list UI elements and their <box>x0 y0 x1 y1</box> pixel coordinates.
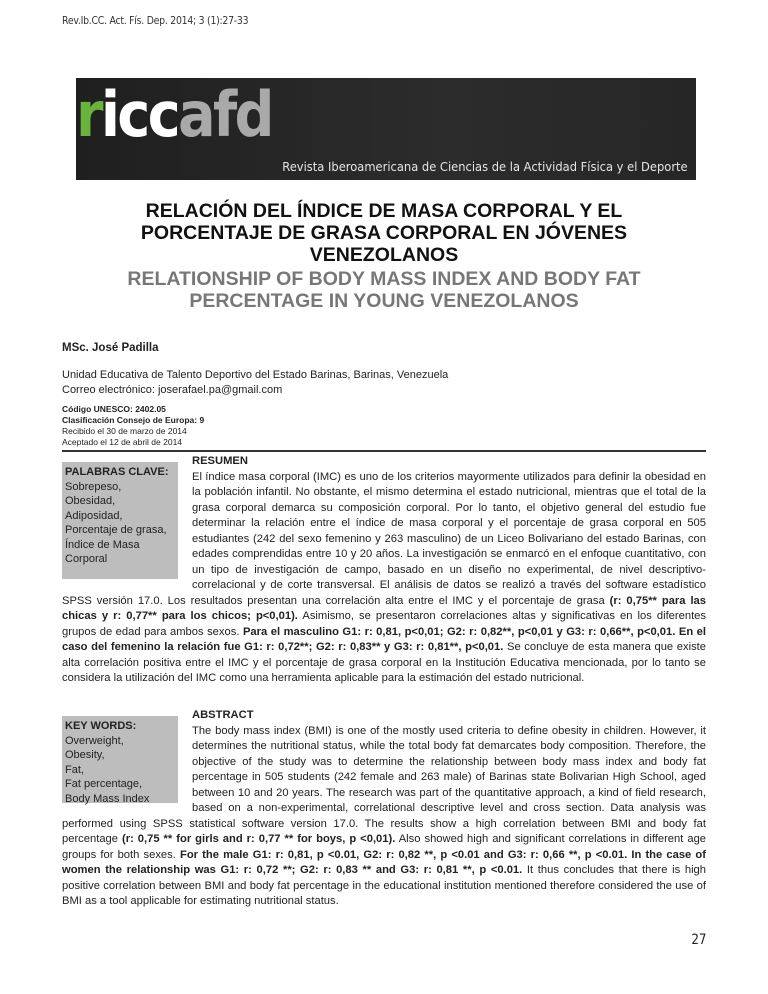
journal-banner <box>76 78 696 180</box>
email: Correo electrónico: joserafael.pa@gmail.com <box>62 384 283 396</box>
keyword: Sobrepeso, <box>65 480 122 493</box>
keyword: Adiposidad, <box>65 509 123 522</box>
keyword: Fat, <box>65 763 84 776</box>
abstract-bold: (r: 0,75 ** for girls and r: 0,77 ** for boys, p <0,01). <box>121 833 396 845</box>
affiliation <box>62 368 448 398</box>
keyword: Porcentaje de grasa, <box>65 524 167 536</box>
resumen-text: El índice masa corporal (IMC) es uno de los criterios mayormente utilizados para definir la obesidad en la población infantil. No obstante, el mismo determina el estado nutricional, mientras que el total de la grasa corporal demarca su composición corporal. Por lo tanto, el objetivo general del estudio fue determinar la relación entre el índice de masa corporal y el porcentaje de grasa corporal en 505 estudiantes (242 del sexo femenino y 263 masculino) de un Liceo Bolivariano del estado Barinas, con edades comprendidas entre 10 y 20 años. La investigación se enmarcó en el enfoque cuantitativo, con un tipo de investigación de campo, basado en un diseño no experimental, de nivel descriptivo-correlacional y de corte transversal. El análisis de datos se realizó a través del software estadístico SPSS versión 17.0. Los resultados presentan una correlación alta entre el IMC y el porcentaje de grasa <box>62 470 706 607</box>
keyword: Obesity, <box>65 749 105 761</box>
resumen-text: Se concluye de esta manera que existe alta correlación positiva entre el IMC y el porcentaje de grasa corporal en la Institución Educativa mencionada, por lo tanto se considera la utilización del IMC como una herramienta aplicable para la estimación del estado nutricional. <box>62 641 706 684</box>
abstract-text: It thus concludes that there is high positive correlation between BMI and body fat percentage in the educational institution mentioned therefore considered the use of BMI as a tool applicable for estimating nutritional status. <box>62 864 706 907</box>
resumen-bold: (r: 0,75** para las chicas y r: 0,77** para los chicos; p<0,01). <box>62 594 706 622</box>
keyword: Fat percentage, <box>65 778 143 790</box>
received-date: Recibido el 30 de marzo de 2014 <box>62 426 187 436</box>
accepted-date: Aceptado el 12 de abril de 2014 <box>62 437 183 447</box>
keyword: Obesidad, <box>65 495 116 507</box>
keywords-heading: PALABRAS CLAVE: <box>65 466 169 478</box>
author: MSc. José Padilla <box>62 342 159 354</box>
resumen-heading: RESUMEN <box>192 455 248 467</box>
title-english: RELATIONSHIP OF BODY MASS INDEX AND BODY FAT PERCENTAGE IN YOUNG VENEZOLANOS <box>127 268 641 312</box>
page-number: 27 <box>691 932 707 948</box>
running-header: Rev.Ib.CC. Act. Fís. Dep. 2014; 3 (1):27-33 <box>62 14 249 27</box>
unesco-code: Código UNESCO: 2402.05 <box>62 404 166 414</box>
resumen-section <box>62 454 706 687</box>
classification-codes <box>62 404 204 448</box>
consejo-code: Clasificación Consejo de Europa: 9 <box>62 415 205 425</box>
journal-tagline: Revista Iberoamericana de Ciencias de la Actividad Física y el Deporte <box>282 159 688 174</box>
keyword: Índice de Masa Corporal <box>65 538 140 565</box>
affiliation-text: Unidad Educativa de Talento Deportivo del Estado Barinas, Barinas, Venezuela <box>62 369 449 381</box>
keywords-box-es <box>62 462 178 579</box>
divider <box>62 450 706 452</box>
abstract-bold: For the male G1: r: 0,81, p <0.01, G2: r: 0,82 **, p <0.01 and G3: r: 0,66 **, p <0.01. In the case of women the relationship was G1: r: 0,72 **; G2: r: 0,83 ** and G3: r: 0,81 **, p <0.01. <box>62 848 706 876</box>
keyword: Body Mass Index <box>65 792 150 805</box>
abstract-heading: ABSTRACT <box>192 709 254 721</box>
title-spanish: RELACIÓN DEL ÍNDICE DE MASA CORPORAL Y EL PORCENTAJE DE GRASA CORPORAL EN JÓVENES VENEZOLANOS <box>140 200 628 266</box>
keywords-box-en <box>62 716 178 803</box>
journal-logo: riccafd <box>76 78 272 151</box>
abstract-text: Also showed high and significant correlations in different age groups for both sexes. <box>62 833 707 861</box>
abstract-section <box>62 708 706 910</box>
resumen-text: Asimismo, se presentaron correlaciones altas y significativas en los diferentes grupos de edad para ambos sexos. <box>62 610 706 638</box>
abstract-text: The body mass index (BMI) is one of the mostly used criteria to define obesity in children. However, it determines the nutritional status, while the total body fat demarcates body composition. Therefore, the objective of the study was to determine the relationship between body mass index and body fat percentage in 505 students (242 female and 263 male) of Barinas state Bolivarian High School, aged between 10 and 20 years. The research was part of the quantitative approach, a kind of field research, based on a non-experimental, correlational descriptive level and cross section. Data analysis was performed using SPSS statistical software version 17.0. The results show a high correlation between BMI and body fat percentage <box>62 724 706 845</box>
keyword: Overweight, <box>65 734 124 747</box>
keywords-heading: KEY WORDS: <box>65 720 137 732</box>
resumen-bold: Para el masculino G1: r: 0,81, p<0,01; G2: r: 0,82**, p<0,01 y G3: r: 0,66**, p<0,01. En el caso del femenino la relación fue G1: r: 0,72**; G2: r: 0,83** y G3: r: 0,81**, p<0,01. <box>62 625 706 653</box>
